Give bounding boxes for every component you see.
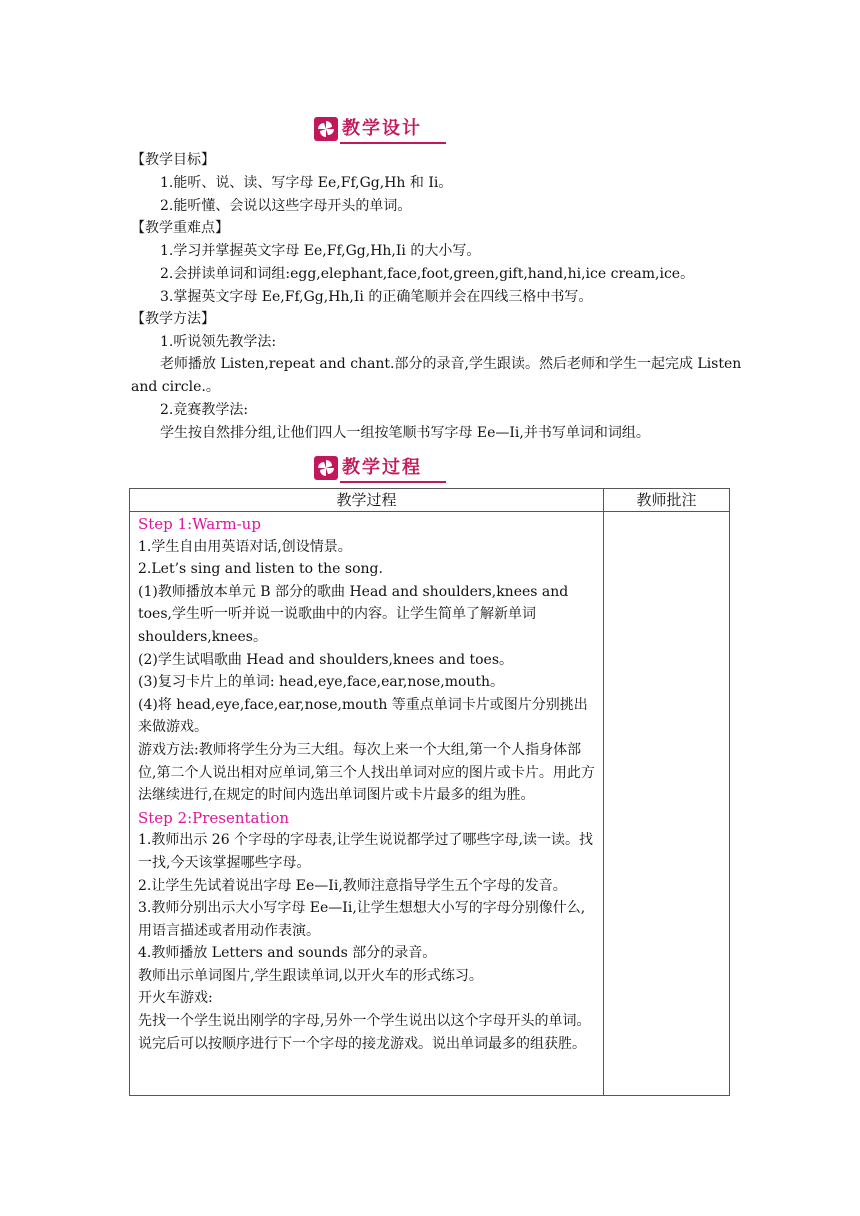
goal-item: 2.能听懂、会说以这些字母开头的单词。	[160, 198, 412, 214]
goals-header: 【教学目标】	[131, 152, 215, 168]
title-underline	[340, 481, 446, 483]
process-paragraph: 4.教师播放 Letters and sounds 部分的录音。	[138, 945, 437, 962]
process-paragraph: 2.Let’s sing and listen to the song.	[138, 561, 383, 578]
process-paragraph: (2)学生试唱歌曲 Head and shoulders,knees and toes。	[138, 651, 514, 668]
process-paragraph: 先找一个学生说出刚学的字母,另外一个学生说出以这个字母开头的单词。说完后可以按顺序进行下一个字母的接龙游戏。说出单词最多的组获胜。	[138, 1013, 591, 1052]
column-divider	[603, 489, 604, 1095]
keypoint-item: 1.学习并掌握英文字母 Ee,Ff,Gg,Hh,Ii 的大小写。	[160, 243, 481, 259]
keypoint-item: 3.掌握英文字母 Ee,Ff,Gg,Hh,Ii 的正确笔顺并会在四线三格中书写。	[160, 289, 593, 305]
process-paragraph: 2.让学生先试着说出字母 Ee—Ii,教师注意指导学生五个字母的发音。	[138, 877, 567, 894]
method-text: 学生按自然排分组,让他们四人一组按笔顺书写字母 Ee—Ii,并书写单词和词组。	[160, 425, 650, 441]
section-title: 教学过程	[342, 457, 422, 478]
section-banner-design	[314, 117, 446, 143]
process-cell	[138, 513, 596, 1055]
title-underline	[340, 142, 446, 144]
process-paragraph: 1.教师出示 26 个字母的字母表,让学生说说都学过了哪些字母,读一读。找一找,今天该掌握哪些字母。	[138, 832, 593, 871]
process-paragraph: (3)复习卡片上的单词: head,eye,face,ear,nose,mouth。	[138, 674, 505, 691]
header-divider	[130, 511, 729, 512]
pinwheel-logo-icon	[314, 456, 338, 480]
column-header-notes: 教师批注	[636, 491, 697, 509]
goal-item: 1.能听、说、读、写字母 Ee,Ff,Gg,Hh 和 Ii。	[160, 175, 453, 191]
process-paragraph: 教师出示单词图片,学生跟读单词,以开火车的形式练习。	[138, 967, 483, 984]
pinwheel-logo-icon	[314, 117, 338, 141]
process-paragraph: 3.教师分别出示大小写字母 Ee—Ii,让学生想想大小写的字母分别像什么,用语言描述或者用动作表演。	[138, 900, 586, 939]
process-paragraph: 游戏方法:教师将学生分为三大组。每次上来一个大组,第一个人指身体部位,第二个人说出相对应单词,第三个人找出单词对应的图片或卡片。用此方法继续进行,在规定的时间内选出单词图片或卡片最多的组为胜。	[138, 741, 595, 804]
keypoints-header: 【教学重难点】	[131, 220, 229, 236]
step-title: Step 2:Presentation	[138, 808, 290, 827]
column-header-process: 教学过程	[336, 491, 397, 509]
method-text: and circle.。	[131, 379, 220, 395]
step-title: Step 1:Warm-up	[138, 515, 261, 533]
method-text: 老师播放 Listen,repeat and chant.部分的录音,学生跟读。然后老师和学生一起完成 Listen	[160, 356, 742, 372]
process-paragraph: (1)教师播放本单元 B 部分的歌曲 Head and shoulders,knees and toes,学生听一听并说一说歌曲中的内容。让学生简单了解新单词 shoulders,knees。	[138, 583, 569, 645]
process-table	[129, 488, 730, 1096]
method-title: 1.听说领先教学法:	[160, 334, 277, 350]
keypoint-item: 2.会拼读单词和词组:egg,elephant,face,foot,green,gift,hand,hi,ice cream,ice。	[160, 266, 695, 282]
process-paragraph: 开火车游戏:	[138, 990, 213, 1007]
process-paragraph: (4)将 head,eye,face,ear,nose,mouth 等重点单词卡片或图片分别挑出来做游戏。	[138, 696, 588, 736]
section-title: 教学设计	[342, 118, 422, 139]
method-title: 2.竞赛教学法:	[160, 402, 249, 418]
section-banner-process	[314, 456, 446, 482]
process-paragraph: 1.学生自由用英语对话,创设情景。	[138, 538, 352, 555]
methods-header: 【教学方法】	[131, 311, 215, 327]
